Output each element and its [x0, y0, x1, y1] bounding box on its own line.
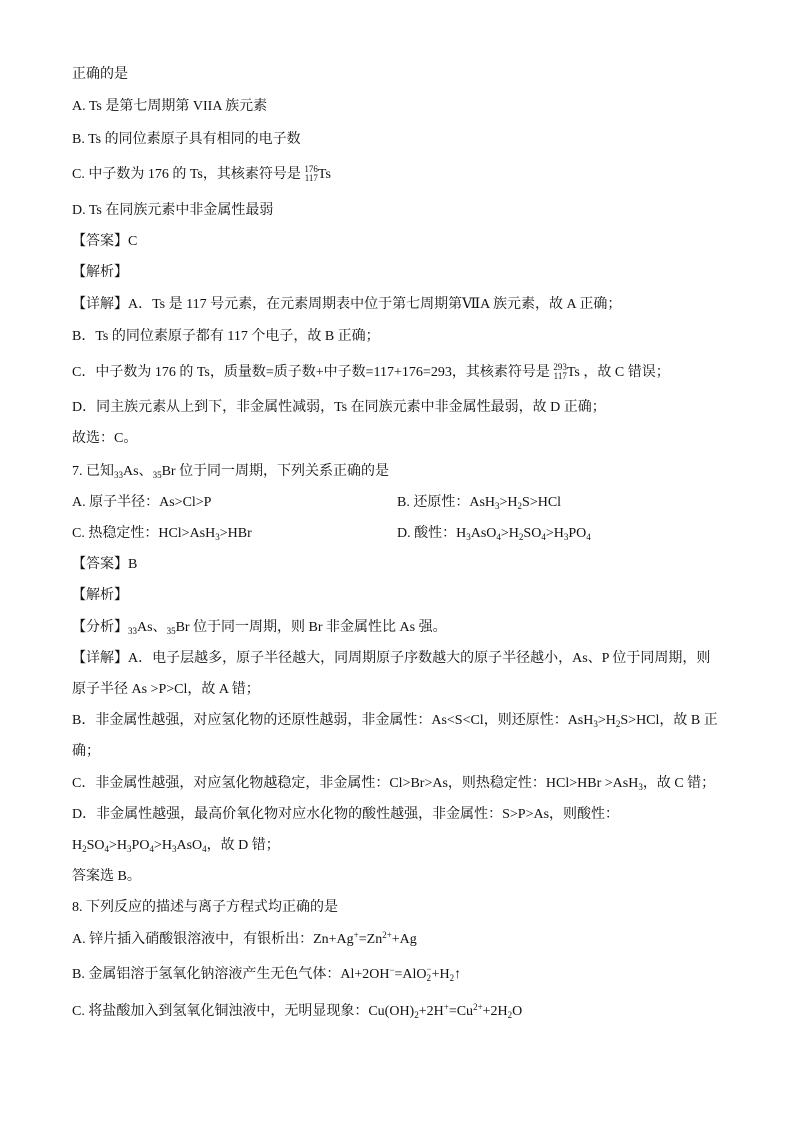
nuclide-mass-number: 176 — [304, 163, 318, 174]
q7-pre-analysis — [72, 615, 447, 641]
subscript: 2 — [507, 1010, 513, 1020]
element-symbol: Ts — [317, 167, 331, 182]
text-segment: +2H — [418, 1004, 444, 1019]
text-segment: >HBr — [219, 526, 252, 541]
text-segment: +H — [431, 967, 450, 982]
text-segment: C. 热稳定性：HCl>AsH — [72, 526, 216, 541]
superscript: + — [353, 930, 359, 940]
text-segment: =Zn — [358, 932, 383, 947]
text-segment: =Cu — [448, 1004, 474, 1019]
q7-conclusion: 答案选 B。 — [72, 869, 141, 884]
q6-option-d: D. Ts 在同族元素中非金属性最弱 — [72, 203, 274, 218]
detail-label: 【详解】 — [72, 297, 128, 312]
subscript: 33 — [114, 470, 123, 480]
q7-detail-a-line1 — [72, 646, 710, 672]
text-segment: S>HCl，故 B 正 — [620, 713, 718, 728]
text-segment: +Ag — [391, 932, 417, 947]
superscript: 2+ — [382, 930, 392, 940]
subscript: 2 — [518, 532, 524, 542]
gas-arrow: ↑ — [454, 967, 462, 982]
text-segment: AsO — [470, 526, 497, 541]
q6-detail-a — [72, 292, 621, 318]
text-segment: B．非金属性越强，对应氢化物的还原性越弱，非金属性：As<S<Cl，则还原性：AsH — [72, 713, 594, 728]
text-segment: C. 将盐酸加入到氢氧化铜浊液中，无明显现象：Cu(OH) — [72, 1004, 415, 1019]
text-segment: >H — [109, 838, 128, 853]
nuclide-stack — [553, 363, 567, 381]
q8-stem: 8. 下列反应的描述与离子方程式均正确的是 — [72, 900, 338, 915]
subscript: 3 — [171, 844, 177, 854]
q6-option-c — [72, 162, 331, 188]
text-segment: C．中子数为 176 的 Ts，质量数=质子数+中子数=117+176=293，其核素符号是 — [72, 365, 554, 380]
text-segment: C. 中子数为 176 的 Ts，其核素符号是 — [72, 167, 305, 182]
text-segment: >H — [153, 838, 172, 853]
text-segment: C．非金属性越强，对应氢化物越稳定，非金属性：Cl>Br>As，则热稳定性：HCl>HBr >AsH — [72, 776, 639, 791]
text-segment: B. 金属铝溶于氢氧化钠溶液产生无色气体：Al+2OH — [72, 967, 390, 982]
q7-answer — [72, 552, 137, 578]
q7-option-b — [397, 490, 561, 516]
q7-option-c — [72, 521, 252, 547]
q6-detail-c — [72, 360, 670, 386]
text-segment: As、 — [123, 464, 153, 479]
q7-analysis-label: 【解析】 — [72, 588, 128, 603]
subscript: 3 — [593, 719, 598, 729]
subscript: 4 — [586, 532, 591, 542]
text-segment: Br 位于同一周期，下列关系正确的是 — [161, 464, 390, 479]
element-symbol: Ts — [566, 365, 580, 380]
subscript: 3 — [638, 782, 643, 792]
nuclide-symbol — [553, 361, 580, 381]
q8-option-b — [72, 962, 461, 988]
text-segment: =AlO — [394, 967, 427, 982]
text-segment: S>HCl — [522, 495, 562, 510]
subscript: 2 — [449, 973, 455, 983]
superscript: + — [443, 1002, 449, 1012]
subscript: 3 — [127, 844, 132, 854]
subscript: 4 — [104, 844, 110, 854]
subscript: 2 — [517, 501, 523, 511]
subscript: 3 — [495, 501, 500, 511]
text-segment: AsO — [176, 838, 203, 853]
subscript: 4 — [202, 844, 207, 854]
text-segment: PO — [131, 838, 150, 853]
nuclide-symbol — [304, 163, 331, 183]
subscript: 4 — [496, 532, 501, 542]
answer-label: 【答案】 — [72, 557, 128, 572]
subscript: 4 — [541, 532, 546, 542]
nuclide-mass-number: 293 — [553, 361, 567, 372]
q8-option-a — [72, 927, 417, 953]
text-segment: +2H — [482, 1004, 508, 1019]
subscript: 33 — [128, 626, 137, 636]
subscript: 2 — [426, 972, 432, 983]
q7-option-a: A. 原子半径：As>Cl>P — [72, 495, 212, 510]
superscript: − — [426, 963, 432, 974]
subscript: 2 — [82, 844, 87, 854]
q7-detail-a-line2: 原子半径 As >P>Cl，故 A 错； — [72, 682, 260, 697]
superscript: 2+ — [473, 1002, 483, 1012]
q6-answer — [72, 229, 137, 255]
q7-detail-d-line2 — [72, 833, 280, 859]
text-segment: Br 位于同一周期，则 Br 非金属性比 As 强。 — [175, 620, 447, 635]
text-segment: As、 — [137, 620, 167, 635]
text-segment: O — [512, 1004, 523, 1019]
text-segment: H — [72, 838, 83, 853]
subscript: 3 — [466, 532, 471, 542]
q7-option-d — [397, 521, 591, 547]
q6-analysis-label: 【解析】 — [72, 265, 128, 280]
subscript: 35 — [166, 626, 176, 636]
text-segment: 7. 已知 — [72, 464, 114, 479]
q7-stem — [72, 459, 389, 485]
text-segment: A. 锌片插入硝酸银溶液中，有银析出：Zn+Ag — [72, 932, 354, 947]
text-segment: >H — [499, 495, 518, 510]
text-segment: >H — [597, 713, 616, 728]
answer-value: B — [128, 557, 138, 572]
nuclide-atomic-number: 117 — [553, 370, 567, 381]
nuclide-atomic-number: 117 — [304, 172, 318, 183]
text-segment: >H — [545, 526, 564, 541]
text-segment: SO — [523, 526, 542, 541]
subscript: 3 — [563, 532, 569, 542]
text-segment: PO — [568, 526, 587, 541]
text-segment: A．电子层越多，原子半径越大，同周期原子序数越大的原子半径越小，As、P 位于同周期，则 — [128, 651, 711, 666]
q6-option-a: A. Ts 是第七周期第 VIIA 族元素 — [72, 99, 268, 114]
subscript: 2 — [414, 1010, 419, 1020]
text-segment: ，故 D 错； — [206, 838, 280, 853]
superscript: − — [389, 965, 395, 975]
detail-label: 【详解】 — [72, 651, 128, 666]
text-segment: ，故 C 错误； — [579, 365, 670, 380]
text-segment: D. 酸性：H — [397, 526, 467, 541]
q7-detail-b-line1 — [72, 708, 718, 734]
text-segment: SO — [86, 838, 105, 853]
q7-detail-c — [72, 771, 715, 797]
subscript: 4 — [149, 844, 154, 854]
nuclide-stack — [304, 165, 318, 183]
q6-detail-d: D．同主族元素从上到下，非金属性减弱，Ts 在同族元素中非金属性最弱，故 D 正确； — [72, 400, 606, 415]
text-segment: ，故 C 错； — [642, 776, 716, 791]
subscript: 2 — [615, 719, 621, 729]
subscript: 35 — [152, 470, 162, 480]
subscript: 3 — [215, 532, 220, 542]
q7-detail-b-line2: 确； — [72, 744, 100, 759]
q6-detail-b: B．Ts 的同位素原子都有 117 个电子，故 B 正确； — [72, 329, 380, 344]
q6-stem-tail: 正确的是 — [72, 67, 128, 82]
text-segment: A．Ts 是 117 号元素，在元素周期表中位于第七周期第ⅦA 族元素，故 A 正确； — [128, 297, 622, 312]
text-segment: >H — [500, 526, 519, 541]
answer-value: C — [128, 234, 138, 249]
q6-option-b: B. Ts 的同位素原子具有相同的电子数 — [72, 132, 301, 147]
q7-detail-d-line1: D．非金属性越强，最高价氧化物对应水化物的酸性越强，非金属性：S>P>As，则酸性： — [72, 807, 620, 822]
answer-label: 【答案】 — [72, 234, 128, 249]
q6-conclusion: 故选：C。 — [72, 431, 138, 446]
text-segment: B. 还原性：AsH — [397, 495, 496, 510]
pre-analysis-label: 【分析】 — [72, 620, 128, 635]
q8-option-c — [72, 999, 522, 1025]
